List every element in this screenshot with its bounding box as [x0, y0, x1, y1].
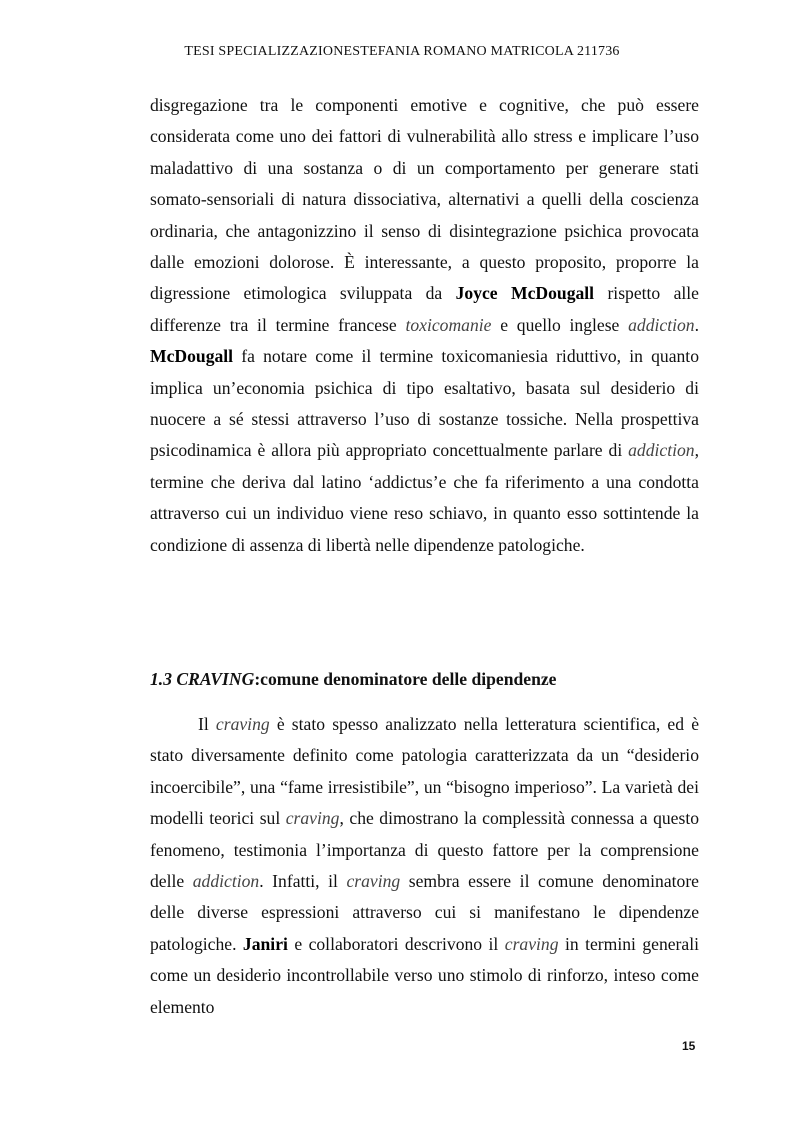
term-craving: craving [504, 933, 559, 954]
term-addiction: addiction [192, 871, 260, 892]
term-craving: craving [215, 714, 270, 734]
paragraph-dissociation-addiction [150, 90, 699, 561]
text-run: , che dimostrano la complessità connessa a questo fenomeno, testimonia l’importanza di questo fattore per la comprensione delle [150, 808, 699, 892]
term-addiction: addiction [628, 440, 695, 461]
text-run: è stato spesso analizzato nella letteratura scientifica, ed è stato diversamente definito come patologia caratterizzata da un “desiderio incoercibile”, una “fame irresistibile”, un “bisogno imperioso”. La varietà dei modelli teorici sul [150, 714, 700, 829]
paragraph-craving [150, 709, 699, 1023]
text-run: . [694, 314, 699, 335]
section-heading [150, 666, 710, 692]
page-number: 15 [682, 1039, 696, 1053]
term-craving: craving [285, 808, 340, 829]
text-run: Il [198, 714, 216, 734]
paragraph-text [150, 709, 699, 1023]
author-name-joyce-mcdougall: Joyce McDougall [455, 283, 595, 304]
text-run: fa notare come il termine toxicomaniesia riduttivo, in quanto implica un’economia psichica di tipo esaltativo, basata sul desiderio di nuocere a sé stessi attraverso l’uso di sostanze tossiche. Nella prospettiva psicodinamica è allora più appropriato concettualmente parlare di [150, 346, 699, 461]
text-run: sembra essere il comune denominatore delle diverse espressioni attraverso cui si manifestano le dipendenze patologiche. [150, 871, 699, 954]
text-run: disgregazione tra le componenti emotive e cognitive, che può essere considerata come uno dei fattori di vulnerabilità allo stress e implicare l’uso maladattivo di una sostanza o di un comportamento per generare stati somato-sensoriali di natura dissociativa, alternativi a quelli della coscienza ordinaria, che antagonizzino il senso di disintegrazione psichica provocata dalle emozioni dolorose. È interessante, a questo proposito, proporre la digressione etimologica sviluppata da [150, 95, 699, 304]
text-run: , termine che deriva dal latino ‘addictus’e che fa riferimento a una condotta attraverso cui un individuo viene reso schiavo, in quanto esso sottintende la condizione di assenza di libertà nelle dipendenze patologiche. [150, 440, 699, 555]
text-run: . Infatti, il [259, 871, 347, 892]
section-number: 1.3 [150, 669, 172, 689]
author-name-janiri: Janiri [242, 933, 288, 954]
section-title: :comune denominatore delle dipendenze [254, 669, 557, 689]
term-addiction: addiction [628, 314, 695, 335]
term-craving: craving [346, 871, 401, 892]
section-term-craving: CRAVING [176, 669, 255, 689]
author-name-mcdougall: McDougall [150, 346, 234, 367]
text-run: in termini generali come un desiderio incontrollabile verso uno stimolo di rinforzo, inteso come elemento [150, 933, 699, 1017]
text-run: e quello inglese [491, 314, 629, 335]
running-header: TESI SPECIALIZZAZIONESTEFANIA ROMANO MATRICOLA 211736 [184, 44, 620, 59]
text-run: rispetto alle differenze tra il termine francese [150, 283, 699, 335]
text-run: e collaboratori descrivono il [287, 933, 505, 954]
term-toxicomanie: toxicomanie [405, 314, 492, 335]
paragraph-text [150, 90, 699, 561]
